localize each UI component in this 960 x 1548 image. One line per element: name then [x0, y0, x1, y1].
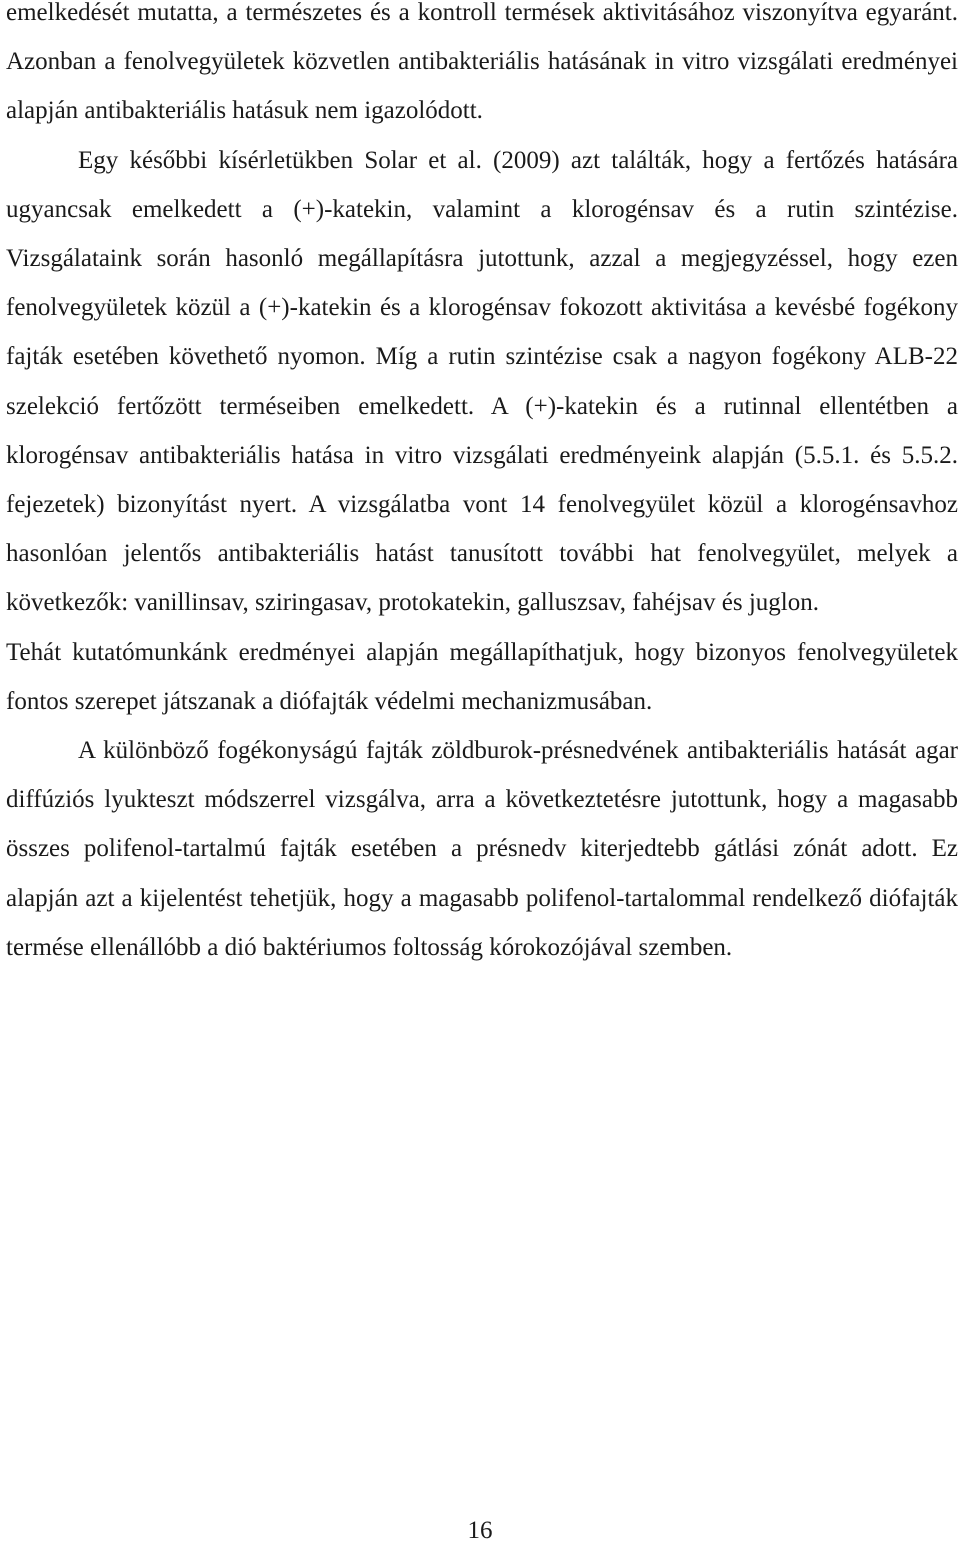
paragraph-1: emelkedését mutatta, a természetes és a kontroll termések aktivitásához viszonyítva egyaránt. Azonban a fenolvegyületek közvetlen antibakteriális hatásának in vitro vizsgálati eredményei alapján antibakteriális hatásuk nem igazolódott.: [6, 0, 958, 125]
paragraph-3: Tehát kutatómunkánk eredményei alapján megállapíthatjuk, hogy bizonyos fenolvegyületek fontos szerepet játszanak a diófajták védelmi mechanizmusában.: [6, 638, 958, 715]
body-text: [6, 0, 958, 972]
paragraph-2: Egy későbbi kísérletükben Solar et al. (2009) azt találták, hogy a fertőzés hatására ugyancsak emelkedett a (+)-katekin, valamint a klorogénsav és a rutin szintézise. Vizsgálataink során hasonló megállapításra jutottunk, azzal a megjegyzéssel, hogy ezen fenolvegyületek közül a (+)-katekin és a klorogénsav fokozott aktivitása a kevésbé fogékony fajták esetében követhető nyomon. Míg a rutin szintézise csak a nagyon fogékony ALB-22 szelekció fertőzött terméseiben emelkedett. A (+)-katekin és a rutinnal ellentétben a klorogénsav antibakteriális hatása in vitro vizsgálati eredményeink alapján (5.5.1. és 5.5.2. fejezetek) bizonyítást nyert. A vizsgálatba vont 14 fenolvegyület közül a klorogénsavhoz hasonlóan jelentős antibakteriális hatást tanusított további hat fenolvegyület, melyek a következők: vanillinsav, sziringasav, protokatekin, galluszsav, fahéjsav és juglon.: [6, 146, 958, 617]
page-number: 16: [467, 1517, 493, 1544]
paragraph-4: A különböző fogékonyságú fajták zöldburok-présnedvének antibakteriális hatását agar diffúziós lyukteszt módszerrel vizsgálva, arra a következtetésre jutottunk, hogy a magasabb összes polifenol-tartalmú fajták esetében a présnedv kiterjedtebb gátlási zónát adott. Ez alapján azt a kijelentést tehetjük, hogy a magasabb polifenol-tartalommal rendelkező diófajták termése ellenállóbb a dió baktériumos foltosság kórokozójával szemben.: [6, 737, 958, 961]
